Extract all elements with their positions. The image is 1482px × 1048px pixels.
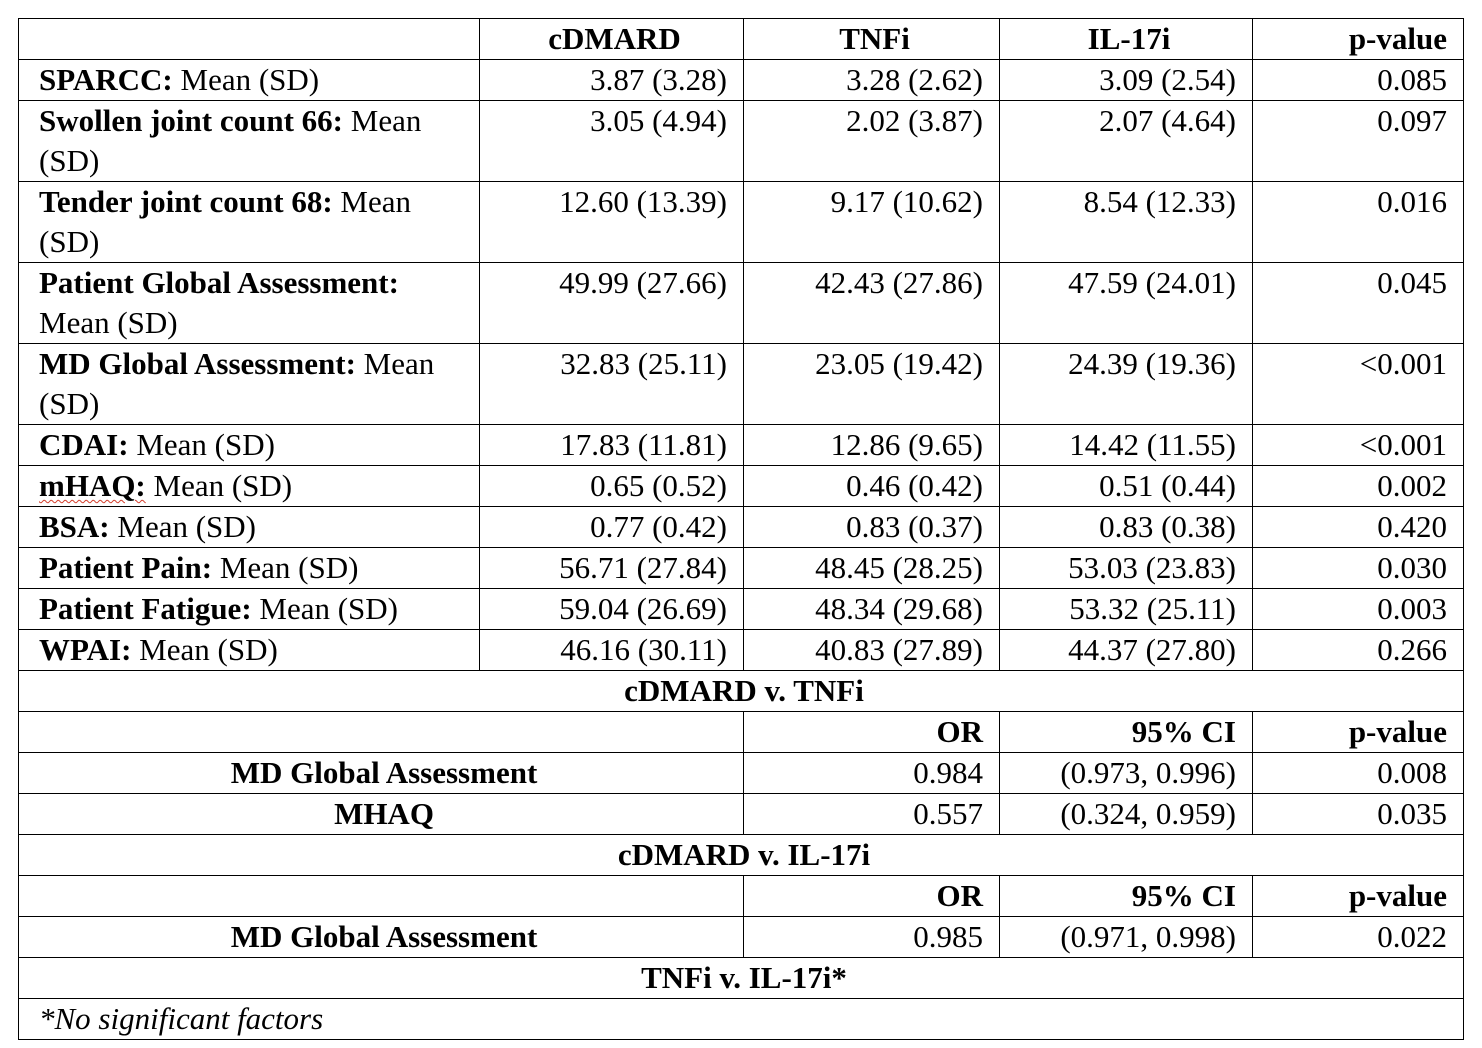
cell-cdmard: 3.05 (4.94) bbox=[480, 101, 744, 182]
header-cdmard: cDMARD bbox=[480, 19, 744, 60]
cell-p-value: 0.003 bbox=[1253, 589, 1464, 630]
row-label-rest: Mean (SD) bbox=[109, 509, 256, 544]
row-label-bold: Tender joint count 68: bbox=[39, 184, 333, 219]
cell-cdmard: 17.83 (11.81) bbox=[480, 425, 744, 466]
cell-il17i: 24.39 (19.36) bbox=[1000, 344, 1253, 425]
cell-p-value: 0.030 bbox=[1253, 548, 1464, 589]
section-title-row bbox=[19, 671, 1464, 712]
row-label-bold: mHAQ: bbox=[39, 468, 146, 503]
row-label bbox=[19, 507, 480, 548]
table-row bbox=[19, 507, 1464, 548]
cell-il17i: 0.51 (0.44) bbox=[1000, 466, 1253, 507]
row-label-rest: Mean (SD) bbox=[145, 468, 293, 503]
cell-il17i: 53.32 (25.11) bbox=[1000, 589, 1253, 630]
row-label-rest: Mean (SD) bbox=[128, 427, 275, 462]
section-title: cDMARD v. TNFi bbox=[19, 671, 1464, 712]
cell-tnfi: 2.02 (3.87) bbox=[744, 101, 1000, 182]
cell-il17i: 44.37 (27.80) bbox=[1000, 630, 1253, 671]
row-label-bold: MD Global Assessment: bbox=[39, 346, 356, 381]
row-label bbox=[19, 263, 480, 344]
header-p-value: p-value bbox=[1253, 19, 1464, 60]
cell-cdmard: 0.65 (0.52) bbox=[480, 466, 744, 507]
row-label-rest: Mean (SD) bbox=[172, 62, 320, 97]
header-ci: 95% CI bbox=[1000, 712, 1253, 753]
row-label-rest: Mean (SD) bbox=[39, 184, 412, 259]
footnote: *No significant factors bbox=[19, 999, 1464, 1040]
cell-p-value: 0.085 bbox=[1253, 60, 1464, 101]
cell-tnfi: 42.43 (27.86) bbox=[744, 263, 1000, 344]
cell-il17i: 2.07 (4.64) bbox=[1000, 101, 1253, 182]
factor-name: MD Global Assessment bbox=[19, 753, 744, 794]
row-label bbox=[19, 589, 480, 630]
row-label-bold: CDAI: bbox=[39, 427, 129, 462]
section-header-blank bbox=[19, 876, 744, 917]
cell-p-value: 0.266 bbox=[1253, 630, 1464, 671]
section-header-row bbox=[19, 876, 1464, 917]
cell-il17i: 14.42 (11.55) bbox=[1000, 425, 1253, 466]
row-label bbox=[19, 182, 480, 263]
cell-p-value: 0.045 bbox=[1253, 263, 1464, 344]
row-label-rest: Mean (SD) bbox=[39, 346, 435, 421]
cell-tnfi: 48.45 (28.25) bbox=[744, 548, 1000, 589]
cell-ci: (0.973, 0.996) bbox=[1000, 753, 1253, 794]
row-label bbox=[19, 425, 480, 466]
row-label-bold: Patient Fatigue: bbox=[39, 591, 252, 626]
row-label-bold: Patient Pain: bbox=[39, 550, 213, 585]
row-label-rest: Mean (SD) bbox=[39, 305, 178, 340]
cell-ci: (0.971, 0.998) bbox=[1000, 917, 1253, 958]
table-row bbox=[19, 548, 1464, 589]
table-row bbox=[19, 263, 1464, 344]
cell-tnfi: 12.86 (9.65) bbox=[744, 425, 1000, 466]
row-label bbox=[19, 548, 480, 589]
cell-il17i: 0.83 (0.38) bbox=[1000, 507, 1253, 548]
cell-or: 0.557 bbox=[744, 794, 1000, 835]
cell-p-value: <0.001 bbox=[1253, 425, 1464, 466]
cell-cdmard: 46.16 (30.11) bbox=[480, 630, 744, 671]
table-row bbox=[19, 794, 1464, 835]
cell-tnfi: 3.28 (2.62) bbox=[744, 60, 1000, 101]
cell-cdmard: 0.77 (0.42) bbox=[480, 507, 744, 548]
section-title: TNFi v. IL-17i* bbox=[19, 958, 1464, 999]
results-table bbox=[18, 18, 1464, 1040]
section-header-row bbox=[19, 712, 1464, 753]
row-label-bold: Swollen joint count 66: bbox=[39, 103, 343, 138]
cell-p-value: <0.001 bbox=[1253, 344, 1464, 425]
table-row bbox=[19, 917, 1464, 958]
header-or: OR bbox=[744, 876, 1000, 917]
cell-il17i: 47.59 (24.01) bbox=[1000, 263, 1253, 344]
row-label-rest: Mean (SD) bbox=[39, 103, 422, 178]
table-row bbox=[19, 344, 1464, 425]
row-label-bold: BSA: bbox=[39, 509, 110, 544]
row-label bbox=[19, 101, 480, 182]
table-row bbox=[19, 425, 1464, 466]
cell-il17i: 53.03 (23.83) bbox=[1000, 548, 1253, 589]
table-row bbox=[19, 466, 1464, 507]
table-row bbox=[19, 630, 1464, 671]
header-tnfi: TNFi bbox=[744, 19, 1000, 60]
cell-tnfi: 0.46 (0.42) bbox=[744, 466, 1000, 507]
section-title: cDMARD v. IL-17i bbox=[19, 835, 1464, 876]
row-label bbox=[19, 630, 480, 671]
cell-p-value: 0.097 bbox=[1253, 101, 1464, 182]
document bbox=[18, 18, 1464, 1040]
header-il17i: IL-17i bbox=[1000, 19, 1253, 60]
cell-cdmard: 56.71 (27.84) bbox=[480, 548, 744, 589]
cell-p-value: 0.035 bbox=[1253, 794, 1464, 835]
row-label-rest: Mean (SD) bbox=[212, 550, 359, 585]
factor-name: MHAQ bbox=[19, 794, 744, 835]
table-row bbox=[19, 589, 1464, 630]
header-blank bbox=[19, 19, 480, 60]
table-row bbox=[19, 60, 1464, 101]
row-label-rest: Mean (SD) bbox=[131, 632, 278, 667]
header-row bbox=[19, 19, 1464, 60]
header-or: OR bbox=[744, 712, 1000, 753]
cell-cdmard: 12.60 (13.39) bbox=[480, 182, 744, 263]
header-ci: 95% CI bbox=[1000, 876, 1253, 917]
cell-il17i: 3.09 (2.54) bbox=[1000, 60, 1253, 101]
row-label bbox=[19, 344, 480, 425]
row-label bbox=[19, 466, 480, 507]
cell-il17i: 8.54 (12.33) bbox=[1000, 182, 1253, 263]
header-p-value: p-value bbox=[1253, 876, 1464, 917]
cell-or: 0.984 bbox=[744, 753, 1000, 794]
cell-p-value: 0.008 bbox=[1253, 753, 1464, 794]
row-label bbox=[19, 60, 480, 101]
section-header-blank bbox=[19, 712, 744, 753]
row-label-bold: WPAI: bbox=[39, 632, 132, 667]
factor-name: MD Global Assessment bbox=[19, 917, 744, 958]
row-label-bold: SPARCC: bbox=[39, 62, 173, 97]
cell-p-value: 0.022 bbox=[1253, 917, 1464, 958]
cell-cdmard: 3.87 (3.28) bbox=[480, 60, 744, 101]
cell-cdmard: 59.04 (26.69) bbox=[480, 589, 744, 630]
cell-tnfi: 48.34 (29.68) bbox=[744, 589, 1000, 630]
cell-tnfi: 9.17 (10.62) bbox=[744, 182, 1000, 263]
cell-tnfi: 40.83 (27.89) bbox=[744, 630, 1000, 671]
row-label-bold: Patient Global Assessment: bbox=[39, 265, 399, 300]
row-label-rest: Mean (SD) bbox=[251, 591, 398, 626]
table-row bbox=[19, 182, 1464, 263]
cell-p-value: 0.016 bbox=[1253, 182, 1464, 263]
table-row bbox=[19, 753, 1464, 794]
section-title-row bbox=[19, 958, 1464, 999]
header-p-value: p-value bbox=[1253, 712, 1464, 753]
cell-p-value: 0.002 bbox=[1253, 466, 1464, 507]
cell-tnfi: 23.05 (19.42) bbox=[744, 344, 1000, 425]
cell-or: 0.985 bbox=[744, 917, 1000, 958]
cell-cdmard: 32.83 (25.11) bbox=[480, 344, 744, 425]
table-row bbox=[19, 101, 1464, 182]
cell-cdmard: 49.99 (27.66) bbox=[480, 263, 744, 344]
footnote-row bbox=[19, 999, 1464, 1040]
cell-tnfi: 0.83 (0.37) bbox=[744, 507, 1000, 548]
section-title-row bbox=[19, 835, 1464, 876]
cell-p-value: 0.420 bbox=[1253, 507, 1464, 548]
cell-ci: (0.324, 0.959) bbox=[1000, 794, 1253, 835]
